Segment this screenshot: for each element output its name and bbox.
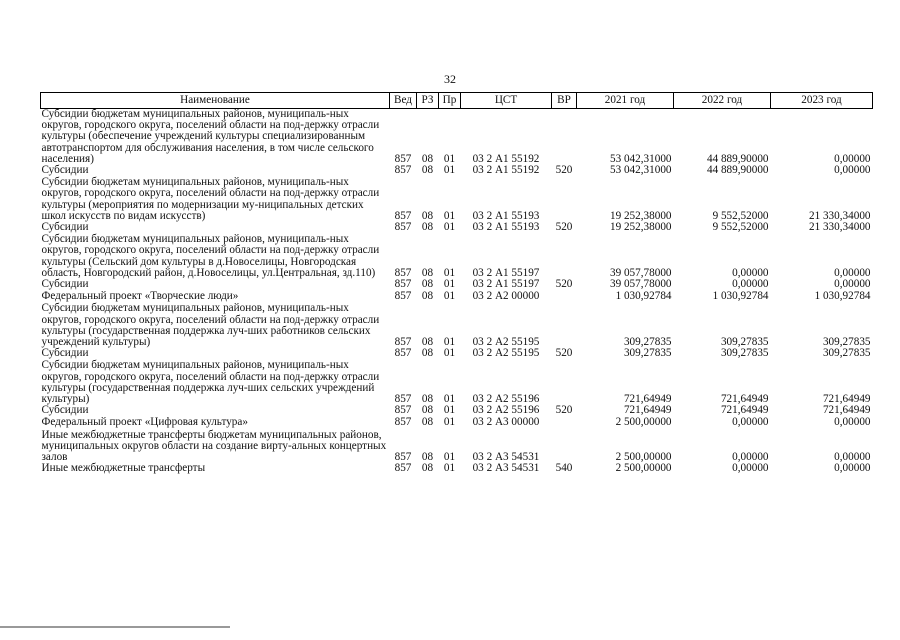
row-cst: 03 2 А2 55196 [472,393,540,406]
table-row [41,177,873,222]
row-amount-2023: 21 330,34000 [808,209,871,222]
budget-table [40,92,873,476]
column-header-ved: Вед [390,93,417,109]
row-cst: 03 2 А2 55195 [472,336,540,349]
table-row [41,463,873,475]
row-pr: 01 [443,164,456,177]
row-cst: 03 2 А3 00000 [472,416,540,429]
row-pr: 01 [443,347,456,360]
row-pr: 01 [443,152,456,165]
row-vr: 520 [555,278,573,291]
row-name: Субсидии [41,278,89,291]
footer-divider [0,626,230,628]
row-amount-2021: 2 500,00000 [615,451,672,464]
column-header-2023: 2023 год [771,93,873,109]
row-ved: 857 [394,451,412,464]
row-vr [552,417,577,429]
row-amount-2023: 0,00000 [834,416,871,429]
row-name: Федеральный проект «Творческие люди» [41,290,239,303]
row-ved: 857 [394,416,412,429]
row-rz: 08 [421,404,434,417]
row-rz: 08 [421,462,434,475]
row-rz: 08 [421,347,434,360]
row-rz: 08 [421,152,434,165]
row-amount-2023: 721,64949 [822,393,871,406]
row-rz: 08 [421,451,434,464]
row-rz: 08 [421,336,434,349]
column-header-pr: Пр [439,93,461,109]
row-amount-2021: 721,64949 [623,404,672,417]
row-name: Субсидии [41,347,89,360]
row-amount-2023: 0,00000 [834,451,871,464]
row-amount-2023: 309,27835 [822,347,871,360]
row-vr: 520 [555,221,573,234]
row-amount-2021: 19 252,38000 [609,221,672,234]
row-ved: 857 [394,462,412,475]
row-ved: 857 [394,404,412,417]
row-name: Федеральный проект «Цифровая культура» [41,416,248,429]
row-amount-2022: 44 889,90000 [706,164,769,177]
row-vr [552,109,577,166]
row-vr: 520 [555,164,573,177]
table-row [41,109,873,166]
row-amount-2021: 721,64949 [623,393,672,406]
row-amount-2021: 53 042,31000 [609,152,672,165]
row-rz: 08 [421,209,434,222]
row-name: Иные межбюджетные трансферты бюджетам муниципальных районов, муниципальных округов области на создание вирту-альных концертных залов [41,428,387,464]
row-amount-2022: 721,64949 [720,393,769,406]
row-pr: 01 [443,462,456,475]
row-amount-2023: 1 030,92784 [814,290,871,303]
row-vr: 540 [555,462,573,475]
row-name: Иные межбюджетные трансферты [41,462,206,475]
row-pr: 01 [443,404,456,417]
row-name: Субсидии [41,164,89,177]
row-pr: 01 [443,336,456,349]
row-ved: 857 [394,209,412,222]
row-amount-2022: 0,00000 [732,278,769,291]
row-pr: 01 [443,278,456,291]
row-rz: 08 [421,416,434,429]
row-vr [552,234,577,279]
row-cst: 03 2 А1 55192 [472,164,540,177]
row-amount-2023: 0,00000 [834,152,871,165]
row-name: Субсидии бюджетам муниципальных районов, муниципаль-ных округов, городского округа, поселений области на под-держку отрасли культуры (обеспечение учреждений культуры специализированным автотранспортом для обслуживания населения, в том числе сельского населения) [41,108,380,165]
row-ved: 857 [394,290,412,303]
page-number: 32 [444,72,456,86]
row-rz: 08 [421,290,434,303]
row-amount-2023: 0,00000 [834,462,871,475]
row-amount-2022: 1 030,92784 [712,290,769,303]
row-amount-2023: 0,00000 [834,266,871,279]
table-row [41,430,873,464]
table-row [41,234,873,279]
row-pr: 01 [443,393,456,406]
row-pr: 01 [443,209,456,222]
row-cst: 03 2 А1 55193 [472,209,540,222]
row-cst: 03 2 А3 54531 [472,462,540,475]
row-amount-2023: 0,00000 [834,278,871,291]
row-ved: 857 [394,164,412,177]
row-amount-2023: 21 330,34000 [808,221,871,234]
row-ved: 857 [394,336,412,349]
column-header-rz: РЗ [417,93,439,109]
table-header-row [41,93,873,109]
row-cst: 03 2 А3 54531 [472,451,540,464]
row-vr [552,291,577,303]
column-header-2022: 2022 год [674,93,771,109]
table-row [41,360,873,405]
column-header-2021: 2021 год [577,93,674,109]
row-amount-2021: 1 030,92784 [615,290,672,303]
row-amount-2022: 9 552,52000 [712,209,769,222]
row-cst: 03 2 А1 55192 [472,152,540,165]
row-vr: 520 [555,404,573,417]
row-pr: 01 [443,451,456,464]
row-ved: 857 [394,393,412,406]
row-ved: 857 [394,152,412,165]
row-amount-2023: 0,00000 [834,164,871,177]
row-name: Субсидии [41,221,89,234]
row-amount-2021: 309,27835 [623,347,672,360]
row-amount-2022: 0,00000 [732,451,769,464]
row-ved: 857 [394,221,412,234]
row-pr: 01 [443,221,456,234]
row-amount-2022: 0,00000 [732,462,769,475]
column-header-vr: ВР [552,93,577,109]
row-ved: 857 [394,347,412,360]
row-rz: 08 [421,164,434,177]
row-vr [552,430,577,464]
column-header-cst: ЦСТ [461,93,552,109]
row-vr: 520 [555,347,573,360]
row-amount-2022: 309,27835 [720,336,769,349]
row-amount-2021: 39 057,78000 [609,278,672,291]
row-amount-2022: 44 889,90000 [706,152,769,165]
row-cst: 03 2 А2 00000 [472,290,540,303]
row-amount-2021: 2 500,00000 [615,462,672,475]
row-ved: 857 [394,278,412,291]
row-rz: 08 [421,266,434,279]
table-row [41,303,873,348]
row-name: Субсидии бюджетам муниципальных районов, муниципаль-ных округов, городского округа, поселений области на под-держку отрасли культуры (мероприятия по модернизации му-ниципальных детских школ искусств по видам искусств) [41,176,380,222]
row-amount-2023: 721,64949 [822,404,871,417]
row-pr: 01 [443,416,456,429]
row-amount-2021: 2 500,00000 [615,416,672,429]
row-cst: 03 2 А1 55197 [472,266,540,279]
row-cst: 03 2 А1 55197 [472,278,540,291]
row-ved: 857 [394,266,412,279]
table-body [41,109,873,476]
row-vr [552,177,577,222]
row-amount-2021: 19 252,38000 [609,209,672,222]
row-amount-2022: 0,00000 [732,416,769,429]
row-name: Субсидии бюджетам муниципальных районов, муниципаль-ных округов, городского округа, поселений области на под-держку отрасли культуры (государственная поддержка луч-ших работников сельских учреждений культуры) [41,302,380,349]
row-amount-2021: 39 057,78000 [609,266,672,279]
row-rz: 08 [421,393,434,406]
row-pr: 01 [443,290,456,303]
row-name: Субсидии бюджетам муниципальных районов, муниципаль-ных округов, городского округа, поселений области на под-держку отрасли культуры (Сельский дом культуры в д.Новоселицы, Новгородская область, Новгородский район, д.Новоселицы, ул.Центральная, зд.110) [41,233,380,279]
row-amount-2021: 53 042,31000 [609,164,672,177]
row-name: Субсидии [41,404,89,417]
row-amount-2021: 309,27835 [623,336,672,349]
row-amount-2023: 309,27835 [822,336,871,349]
row-rz: 08 [421,221,434,234]
table-row [41,417,873,429]
row-vr [552,303,577,348]
row-amount-2022: 9 552,52000 [712,221,769,234]
row-rz: 08 [421,278,434,291]
row-cst: 03 2 А2 55196 [472,404,540,417]
row-vr [552,360,577,405]
row-cst: 03 2 А1 55193 [472,221,540,234]
column-header-name: Наименование [41,93,390,109]
row-cst: 03 2 А2 55195 [472,347,540,360]
row-amount-2022: 721,64949 [720,404,769,417]
row-pr: 01 [443,266,456,279]
row-amount-2022: 309,27835 [720,347,769,360]
row-amount-2022: 0,00000 [732,266,769,279]
row-name: Субсидии бюджетам муниципальных районов, муниципаль-ных округов, городского округа, поселений области на под-держку отрасли культуры (государственная поддержка луч-ших сельских учреждений культуры) [41,359,380,406]
